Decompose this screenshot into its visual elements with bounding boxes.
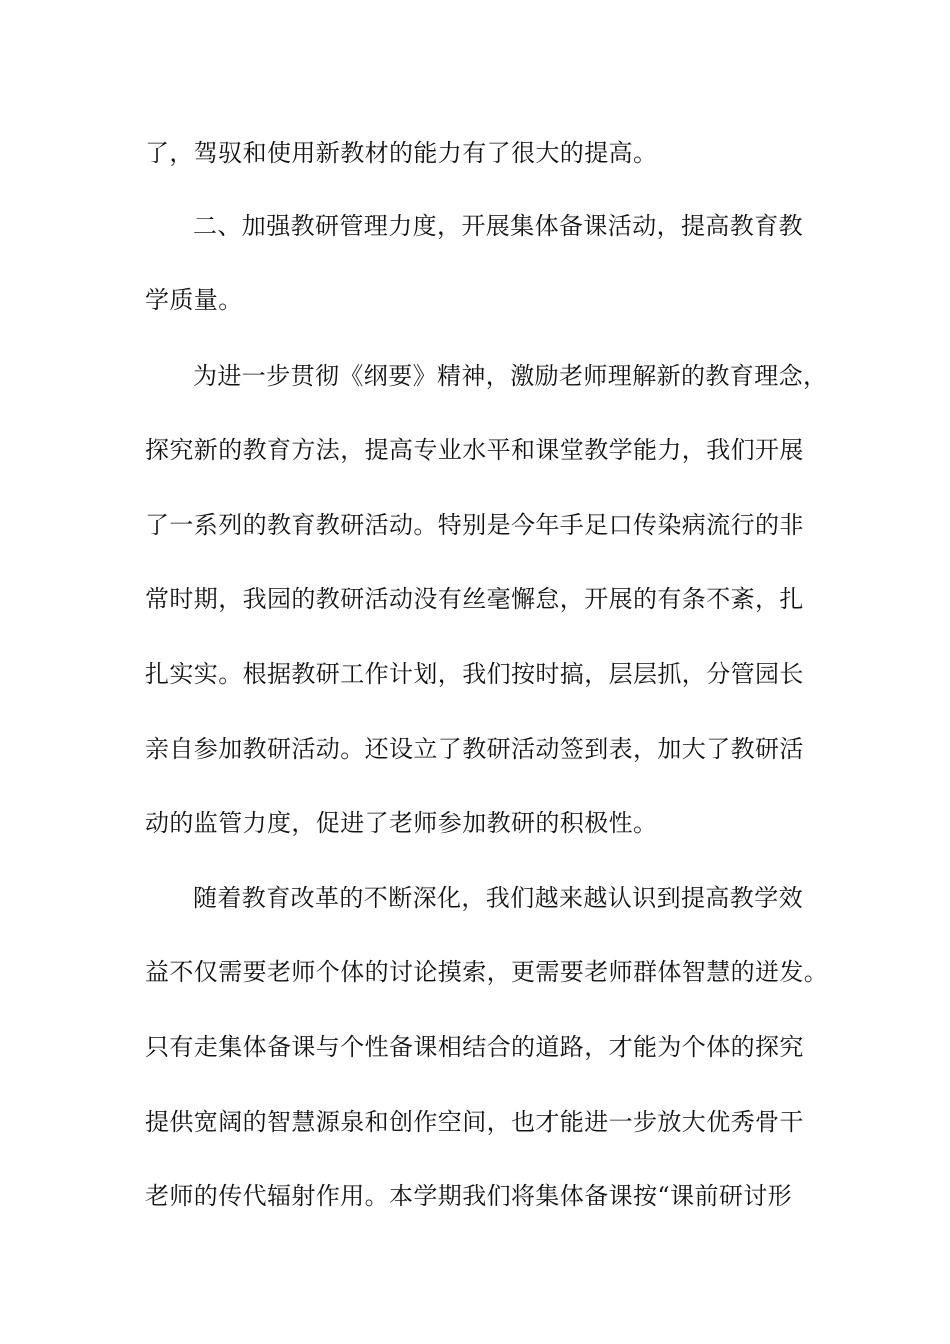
paragraph-line: 探究新的教育方法，提高专业水平和课堂教学能力，我们开展: [145, 436, 804, 464]
paragraph-line: 了一系列的教育教研活动。特别是今年手足口传染病流行的非: [145, 511, 804, 539]
paragraph-line: 为进一步贯彻《纲要》精神，激励老师理解新的教育理念，: [193, 362, 828, 390]
paragraph-line: 扎实实。根据教研工作计划，我们按时搞，层层抓，分管园长: [145, 660, 804, 688]
paragraph-line: 随着教育改革的不断深化，我们越来越认识到提高教学效: [193, 884, 803, 912]
paragraph-line: 益不仅需要老师个体的讨论摸索，更需要老师群体智慧的迸发。: [145, 958, 829, 986]
section-heading: 二、加强教研管理力度，开展集体备课活动，提高教育教: [193, 212, 803, 240]
paragraph-line: 常时期，我园的教研活动没有丝毫懈怠，开展的有条不紊，扎: [145, 585, 804, 613]
section-heading-continued: 学质量。: [145, 286, 243, 314]
text-line: 了，驾驭和使用新教材的能力有了很大的提高。: [145, 139, 658, 167]
paragraph-line: 老师的传代辐射作用。本学期我们将集体备课按“课前研讨形: [145, 1182, 793, 1210]
paragraph-line: 亲自参加教研活动。还设立了教研活动签到表，加大了教研活: [145, 735, 804, 763]
paragraph-line: 提供宽阔的智慧源泉和创作空间，也才能进一步放大优秀骨干: [145, 1108, 804, 1136]
paragraph-line: 动的监管力度，促进了老师参加教研的积极性。: [145, 809, 658, 837]
paragraph-line: 只有走集体备课与个性备课相结合的道路，才能为个体的探究: [145, 1033, 804, 1061]
